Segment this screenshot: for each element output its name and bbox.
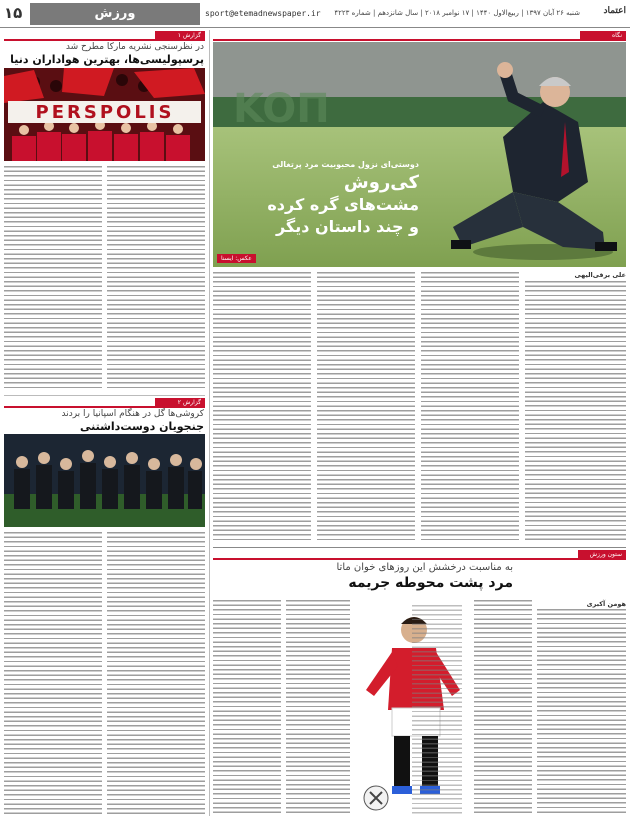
- divider: [4, 395, 205, 396]
- left-top-body-col-1: [4, 166, 102, 391]
- left-bottom-body-col-2: [107, 532, 205, 815]
- label-bottom-story: ستون ورزش: [578, 550, 626, 559]
- main-story-byline: علی برقی‌الیهی: [574, 271, 626, 279]
- croatia-team-photo: [4, 434, 205, 527]
- hero-headline-line-2: مشت‌های گره کرده: [267, 195, 419, 214]
- left-top-body-col-2: [107, 166, 205, 391]
- main-body-col-1: [525, 281, 626, 542]
- bottom-story-byline: هومن آکبری: [586, 600, 626, 608]
- bottom-body-col-5: [213, 600, 281, 815]
- left-bottom-body-col-1: [4, 532, 102, 815]
- bottom-body-col-2: [474, 600, 532, 815]
- page-header: [0, 0, 630, 28]
- main-body-col-4: [213, 272, 311, 542]
- left-bottom-headline: جنجویان دوست‌داشتنی: [79, 420, 204, 433]
- left-bottom-kicker: کروشی‌ها گل در هنگام اسپانیا را بردند: [61, 409, 204, 419]
- hero-headline-line-1: کی‌روش: [343, 172, 419, 193]
- left-top-headline: پرسپولیسی‌ها، بهترین هواداران دنیا: [10, 53, 204, 66]
- main-body-col-2: [421, 272, 519, 542]
- header-rule: [0, 27, 630, 28]
- section-divider: [213, 547, 626, 548]
- team-illustration: [4, 434, 205, 527]
- main-body-col-3: [317, 272, 415, 542]
- svg-text:KOΠ: KOΠ: [233, 86, 330, 132]
- section-email[interactable]: sport@etemadnewspaper.ir: [205, 9, 321, 18]
- perspolis-fans-photo: [4, 68, 205, 161]
- label-rule: [213, 39, 626, 41]
- issue-dateline: شنبه ۲۶ آبان ۱۳۹۷ | ربیع‌الاول ۱۴۴۰ | ۱۷ نوامبر ۲۰۱۸ | سال شانزدهم | شماره ۴۲۲۳: [334, 9, 580, 17]
- label-report-1: گزارش ۱: [155, 31, 205, 40]
- left-top-kicker: در نظرسنجی نشریه مارکا مطرح شد: [65, 42, 204, 52]
- section-title: ورزش: [30, 3, 200, 25]
- bottom-story-kicker: به مناسبت درخشش این روزهای خوان ماتا: [336, 562, 513, 573]
- label-rule: [4, 39, 205, 41]
- page-number: ۱۵: [4, 4, 23, 22]
- column-divider: [209, 30, 210, 816]
- bottom-story-headline: مرد پشت محوطه جریمه: [348, 575, 513, 591]
- photo-credit: عکس: ایسنا: [217, 254, 256, 263]
- label-rule: [213, 558, 626, 560]
- label-main-story: نگاه: [580, 31, 626, 40]
- queiroz-hero-photo: [213, 42, 626, 267]
- bottom-body-col-4: [286, 600, 350, 815]
- bottom-body-col-1: [537, 609, 626, 815]
- bottom-body-col-3-wrap: [412, 605, 462, 815]
- label-rule: [4, 406, 205, 408]
- label-report-2: گزارش ۲: [155, 398, 205, 407]
- perspolis-banner-text: PERSPOLIS: [35, 102, 175, 123]
- newspaper-logo: اعتماد: [603, 6, 626, 16]
- hero-kicker: دوستی‌ای نزول محبوبیت مرد پرتغالی: [272, 160, 419, 169]
- hero-headline-line-3: و چند داستان دیگر: [275, 217, 419, 236]
